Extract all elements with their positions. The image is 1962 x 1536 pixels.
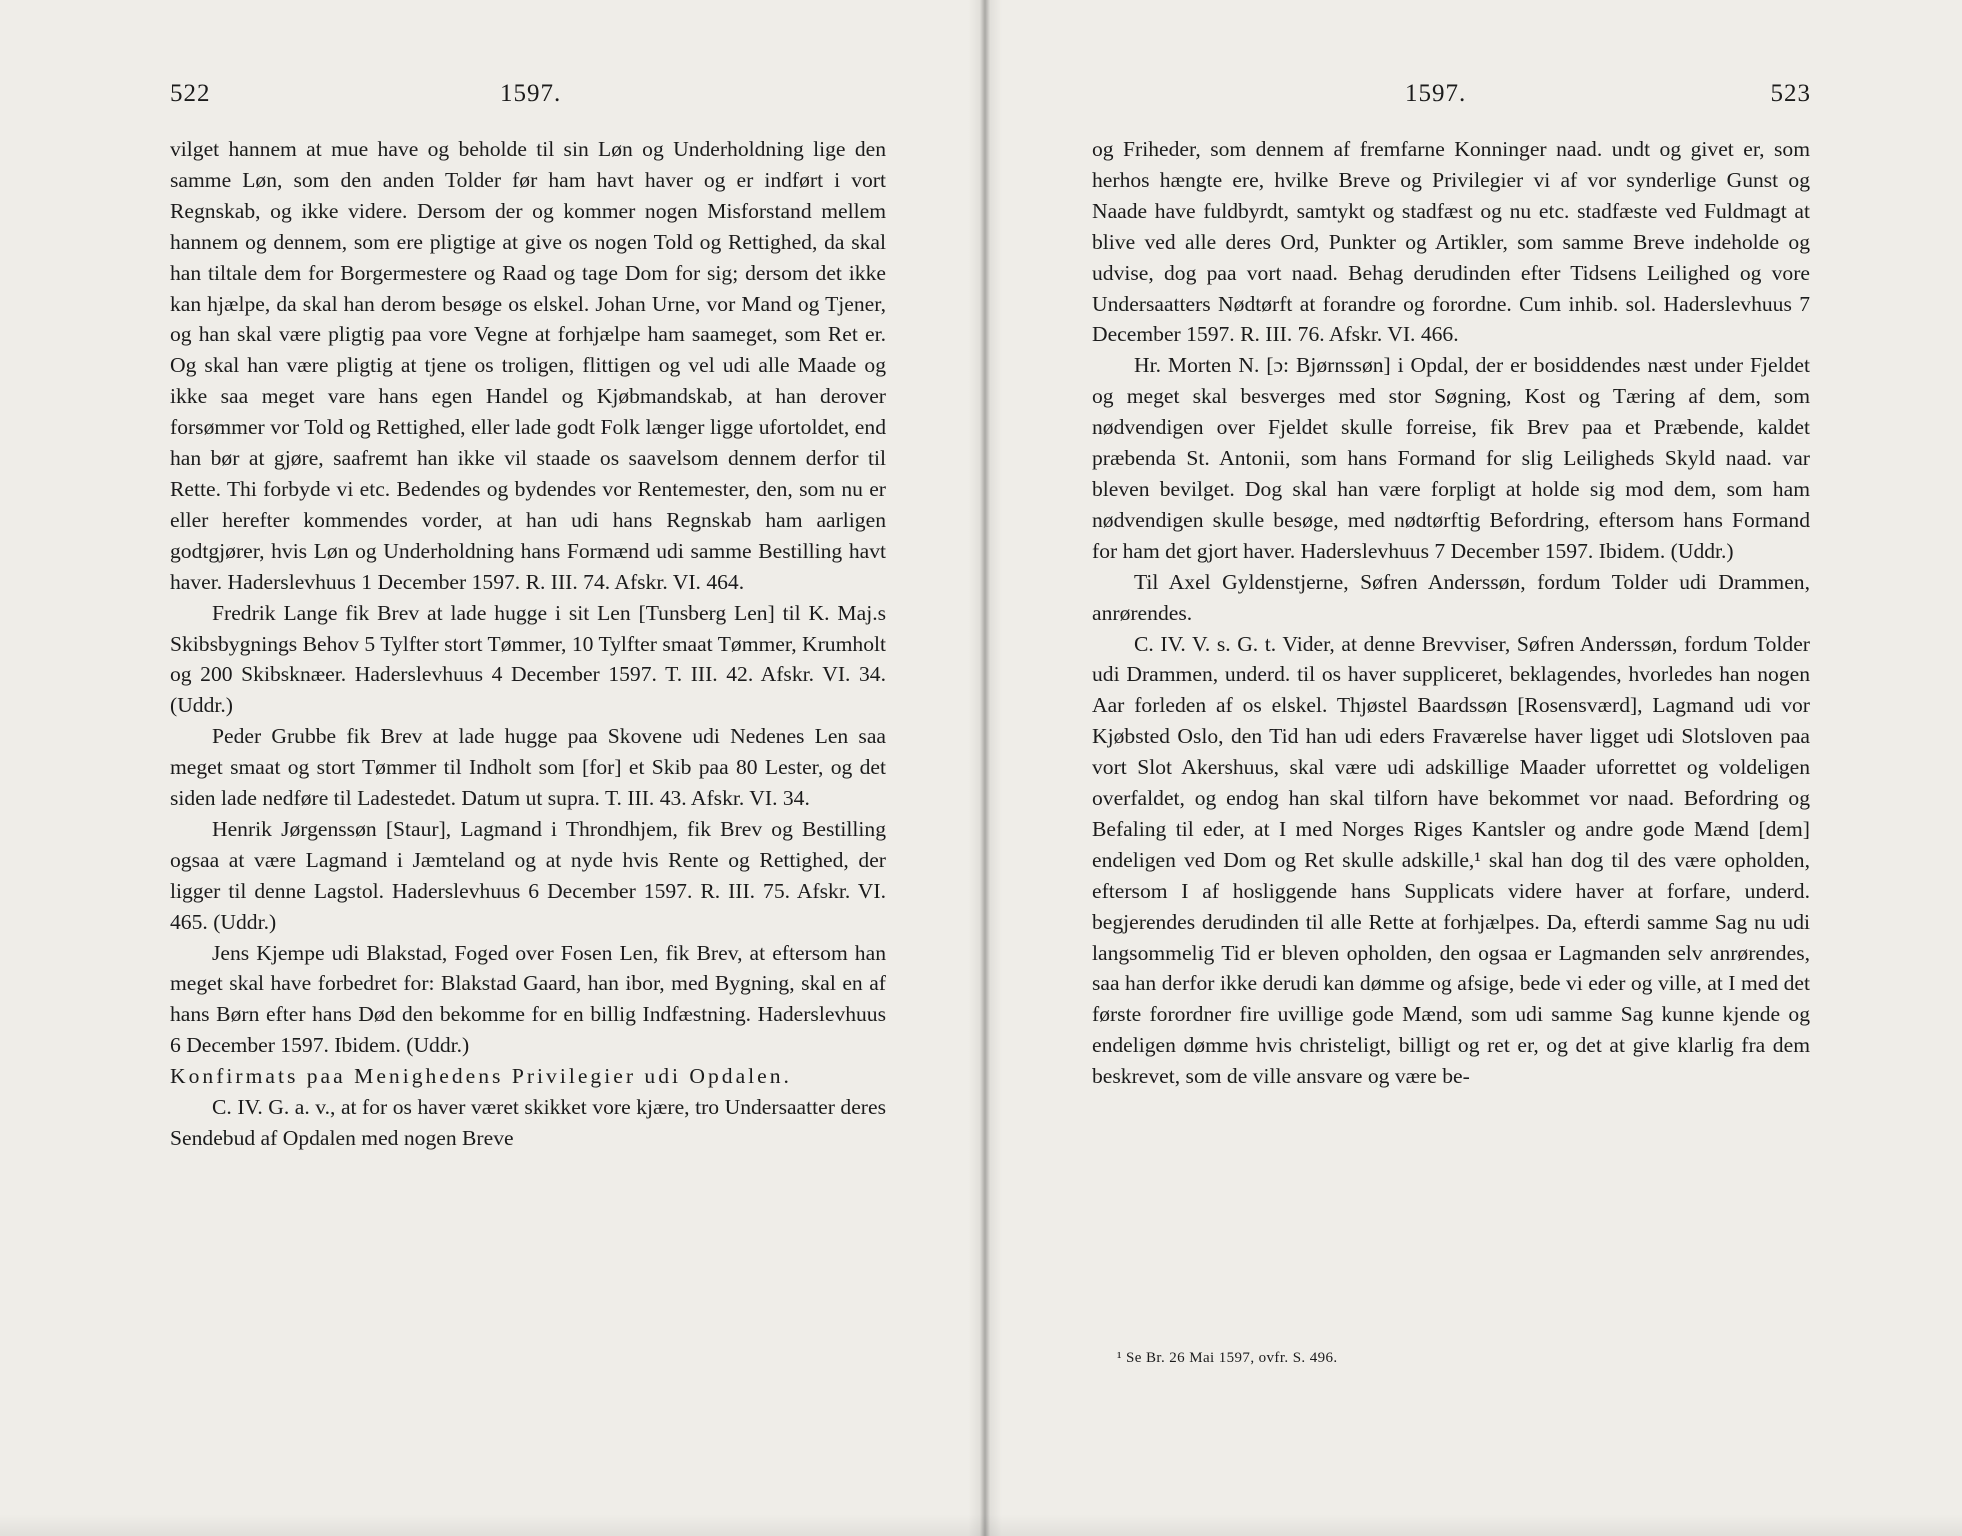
right-page-header: [1093, 80, 1811, 114]
paragraph-henrik-jorgenssen: Henrik Jørgenssøn [Staur], Lagmand i Throndhjem, fik Brev og Bestilling ogsaa at være Lagmand i Jæmteland og at nyde hvis Rente og Rettighed, der ligger til denne Lagstol. Haderslevhuus 6 December 1597. R. III. 75. Afskr. VI. 465. (Uddr.): [170, 816, 886, 934]
section-heading-axel-gyldenstjerne: Til Axel Gyldenstjerne, Søfren Anderssøn, fordum Tolder udi Drammen, anrørendes.: [1092, 569, 1810, 625]
paragraph-peder-grubbe: Peder Grubbe fik Brev at lade hugge paa Skovene udi Nedenes Len saa meget smaat og stort Tømmer til Indholt som [for] et Skib paa 80 Lester, og det siden lade nedføre til Ladestedet. Datum ut supra. T. III. 43. Afskr. VI. 34.: [170, 724, 886, 811]
left-page-body: [170, 134, 886, 1154]
paragraph-jens-kjempe: Jens Kjempe udi Blakstad, Foged over Fosen Len, fik Brev, at eftersom han meget skal have forbedret for: Blakstad Gaard, han ibor, med Bygning, skal en af hans Børn efter hans Død den bekomme for en billig Indfæstning. Haderslevhuus 6 December 1597. Ibidem. (Uddr.): [170, 940, 886, 1058]
running-head-year: 1597.: [500, 80, 562, 107]
paragraph-continued: vilget hannem at mue have og beholde til sin Løn og Underholdning lige den samme Løn, som den anden Tolder før ham havt haver og er indført i vort Regnskab, og ikke videre. Dersom der og kommer nogen Misforstand mellem hannem og dennem, som ere pligtige at give os nogen Told og Rettighed, da skal han tiltale dem for Borgermestere og Raad og tage Dom for sig; dersom det ikke kan hjælpe, da skal han derom besøge os elskel. Johan Urne, vor Mand og Tjener, og han skal være pligtig paa vore Vegne at forhjælpe ham saameget, som Ret er. Og skal han være pligtig at tjene os troligen, flittigen og vel udi alle Maade og ikke saa meget vare hans egen Handel og Kjøbmandskab, at han derover forsømmer vor Told og Rettighed, eller lade godt Folk længer ligge ufortoldet, end han bør at gjøre, saafremt han ikke vil staade os saavelsom dennem derfor til Rette. Thi forbyde vi etc. Bedendes og bydendes vor Rentemester, den, som nu er eller herefter kommendes vorder, at han udi hans Regnskab ham aarligen godtgjører, hvis Løn og Underholdning hans Formænd udi samme Bestilling havt haver. Haderslevhuus 1 December 1597. R. III. 74. Afskr. VI. 464.: [170, 137, 886, 594]
page-bottom-edge: [0, 1514, 1962, 1536]
paragraph-opdalen-letter: C. IV. G. a. v., at for os haver været skikket vore kjære, tro Undersaatter deres Sendebud af Opdalen med nogen Breve: [170, 1095, 886, 1150]
section-heading-konfirmats: Konfirmats paa Menighedens Privilegier udi Opdalen.: [170, 1064, 792, 1089]
running-head-year: 1597.: [1405, 80, 1467, 107]
paragraph-fredrik-lange: Fredrik Lange fik Brev at lade hugge i sit Len [Tunsberg Len] til K. Maj.s Skibsbygnings Behov 5 Tylfter stort Tømmer, 10 Tylfter smaat Tømmer, Krumholt og 200 Skibsknæer. Haderslevhuus 4 December 1597. T. III. 42. Afskr. VI. 34. (Uddr.): [170, 600, 886, 718]
page-number: 522: [170, 80, 211, 107]
page-number: 523: [1770, 80, 1811, 107]
book-gutter: [968, 0, 1002, 1536]
right-page: [985, 0, 1962, 1536]
footnote: ¹ Se Br. 26 Mai 1597, ovfr. S. 496.: [1117, 1350, 1338, 1366]
paragraph-sofren-anderssen: C. IV. V. s. G. t. Vider, at denne Brevviser, Søfren Anderssøn, fordum Tolder udi Drammen, underd. til os haver suppliceret, beklagendes, hvorledes han nogen Aar forleden af os elskel. Thjøstel Baardssøn [Rosensværd], Lagmand udi vor Kjøbsted Oslo, den Tid han udi eders Fraværelse haver ligget udi Slotsloven paa vort Slot Akershuus, skal være udi adskillige Maader uforrettet og voldeligen overfaldet, og endog han skal tilforn have bekommet vor naad. Befordring og Befaling til eder, at I med Norges Riges Kantsler og andre gode Mænd [dem] endeligen ved Dom og Ret skulle adskille,¹ skal han dog til des være opholden, eftersom I af hosliggende hans Supplicats videre haver at forfare, underd. begjerendes derudinden til alle Rette at forhjælpes. Da, efterdi samme Sag nu udi langsommelig Tid er bleven opholden, den ogsaa er Lagmanden selv anrørendes, saa han derfor ikke derudi kan dømme og afsige, bede vi eder og ville, at I med det første forordner fire uvillige gode Mænd, som udi samme Sag kunne kjende og endeligen dømme hvis christeligt, billigt og ret er, og det at give klarlig fra dem beskrevet, som de ville ansvare og være be-: [1092, 631, 1810, 1089]
paragraph-morten-n: Hr. Morten N. [ɔ: Bjørnssøn] i Opdal, der er bosiddendes næst under Fjeldet og meget skal besverges med stor Søgning, Kost og Tæring af dem, som nødvendigen over Fjeldet skulle forreise, fik Brev paa et Præbende, kaldet præbenda St. Antonii, som hans Formand for slig Leiligheds Skyld naad. var bleven bevilget. Dog skal han være forpligt at holde sig mod dem, som ham nødvendigen skulle besøge, med nødtørftig Befordring, eftersom hans Formand for ham det gjort haver. Haderslevhuus 7 December 1597. Ibidem. (Uddr.): [1092, 353, 1810, 563]
right-page-body: [1092, 134, 1810, 1092]
left-page-header: [170, 80, 886, 114]
paragraph-continued: og Friheder, som dennem af fremfarne Konninger naad. undt og givet er, som herhos hængte ere, hvilke Breve og Privilegier vi af vor synderlige Gunst og Naade have fuldbyrdt, samtykt og stadfæst og nu etc. stadfæste ved Fuldmagt at blive ved alle deres Ord, Punkter og Artikler, som samme Breve indeholde og udvise, dog paa vort naad. Behag derudinden efter Tidsens Leilighed og vore Undersaatters Nødtørft at forandre og forordne. Cum inhib. sol. Haderslevhuus 7 December 1597. R. III. 76. Afskr. VI. 466.: [1092, 137, 1810, 347]
